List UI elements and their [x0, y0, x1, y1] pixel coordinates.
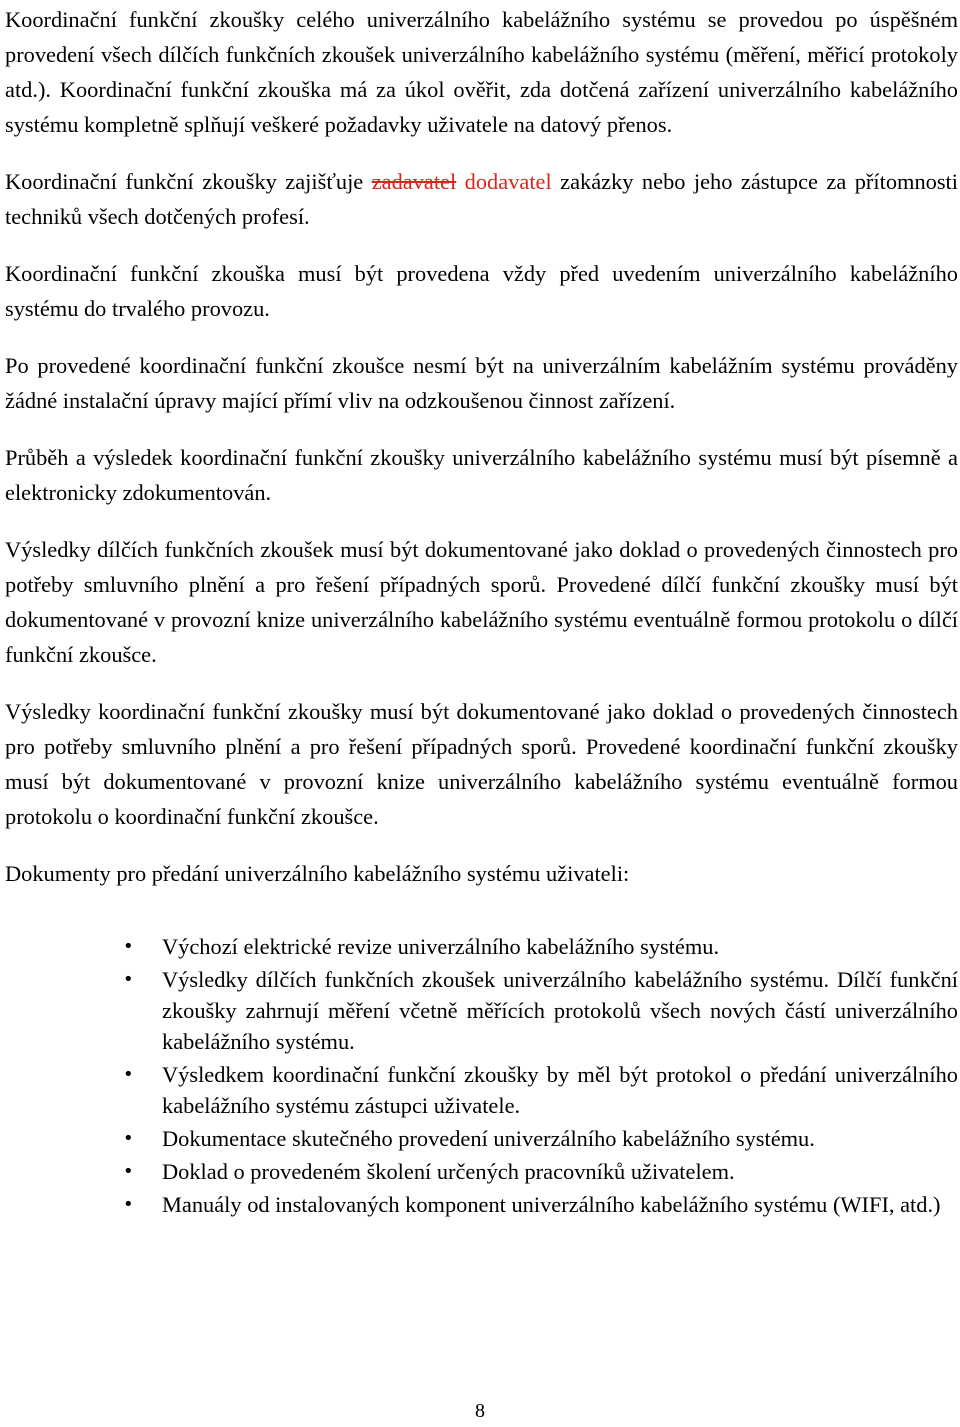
paragraph-responsibility-after: zakázky nebo jeho zástupce za přítomnosti techniků všech dotčených profesí. — [5, 169, 958, 229]
list-item-text: Dokumentace skutečného provedení univerzálního kabelážního systému. — [162, 1126, 815, 1151]
bullet-icon: • — [123, 1194, 134, 1215]
document-page — [5, 2, 958, 1222]
bullet-icon: • — [123, 1128, 134, 1149]
deleted-word: zadavatel — [371, 169, 457, 194]
list-item — [5, 1123, 958, 1154]
list-item-text: Výsledky dílčích funkčních zkoušek univerzálního kabelážního systému. Dílčí funkční zkoušky zahrnují měření včetně měřících protokolů všech nových částí univerzálního kabelážního systému. — [162, 967, 958, 1054]
paragraph-before-operation: Koordinační funkční zkouška musí být provedena vždy před uvedením univerzálního kabelážního systému do trvalého provozu. — [5, 261, 958, 321]
list-item-text: Výsledkem koordinační funkční zkoušky by měl být protokol o předání univerzálního kabelážního systému zástupci uživatele. — [162, 1062, 958, 1118]
list-item — [5, 1156, 958, 1187]
list-item — [5, 1189, 958, 1220]
paragraph-no-modifications: Po provedené koordinační funkční zkoušce nesmí být na univerzálním kabelážním systému prováděny žádné instalační úpravy mající přímí vliv na odzkoušenou činnost zařízení. — [5, 353, 958, 413]
bullet-icon: • — [123, 1064, 134, 1085]
list-item — [5, 931, 958, 962]
list-item — [5, 964, 958, 1057]
paragraph-documentation: Průběh a výsledek koordinační funkční zkoušky univerzálního kabelážního systému musí být písemně a elektronicky zdokumentován. — [5, 445, 958, 505]
bullet-icon: • — [123, 1161, 134, 1182]
paragraph-coordination-tests-intro: Koordinační funkční zkoušky celého univerzálního kabelážního systému se provedou po úspěšném provedení všech dílčích funkčních zkoušek univerzálního kabelážního systému (měření, měřicí protokoly atd.). Koordinační funkční zkouška má za úkol ověřit, zda dotčená zařízení univerzálního kabelážního systému kompletně splňují veškeré požadavky uživatele na datový přenos. — [5, 7, 958, 137]
list-item-text: Manuály od instalovaných komponent univerzálního kabelážního systému (WIFI, atd.) — [162, 1192, 941, 1217]
inserted-word: dodavatel — [456, 169, 552, 194]
bullet-icon: • — [123, 936, 134, 957]
bullet-icon: • — [123, 969, 134, 990]
list-item-text: Výchozí elektrické revize univerzálního kabelážního systému. — [162, 934, 720, 959]
handover-documents-list — [5, 931, 958, 1220]
list-item — [5, 1059, 958, 1121]
paragraph-coordination-test-results: Výsledky koordinační funkční zkoušky musí být dokumentované jako doklad o provedených činnostech pro potřeby smluvního plnění a pro řešení případných sporů. Provedené koordinační funkční zkoušky musí být dokumentované v provozní knize univerzálního kabelážního systému eventuálně formou protokolu o koordinační funkční zkoušce. — [5, 699, 958, 829]
paragraph-responsibility-before: Koordinační funkční zkoušky zajišťuje — [5, 169, 372, 194]
list-item-text: Doklad o provedeném školení určených pracovníků uživatelem. — [162, 1159, 735, 1184]
paragraph-responsibility — [5, 164, 958, 234]
paragraph-handover-documents-heading: Dokumenty pro předání univerzálního kabelážního systému uživateli: — [5, 861, 630, 886]
paragraph-partial-test-results: Výsledky dílčích funkčních zkoušek musí být dokumentované jako doklad o provedených činnostech pro potřeby smluvního plnění a pro řešení případných sporů. Provedené dílčí funkční zkoušky musí být dokumentované v provozní knize univerzálního kabelážního systému eventuálně formou protokolu o dílčí funkční zkoušce. — [5, 537, 958, 667]
page-number: 8 — [475, 1400, 485, 1422]
